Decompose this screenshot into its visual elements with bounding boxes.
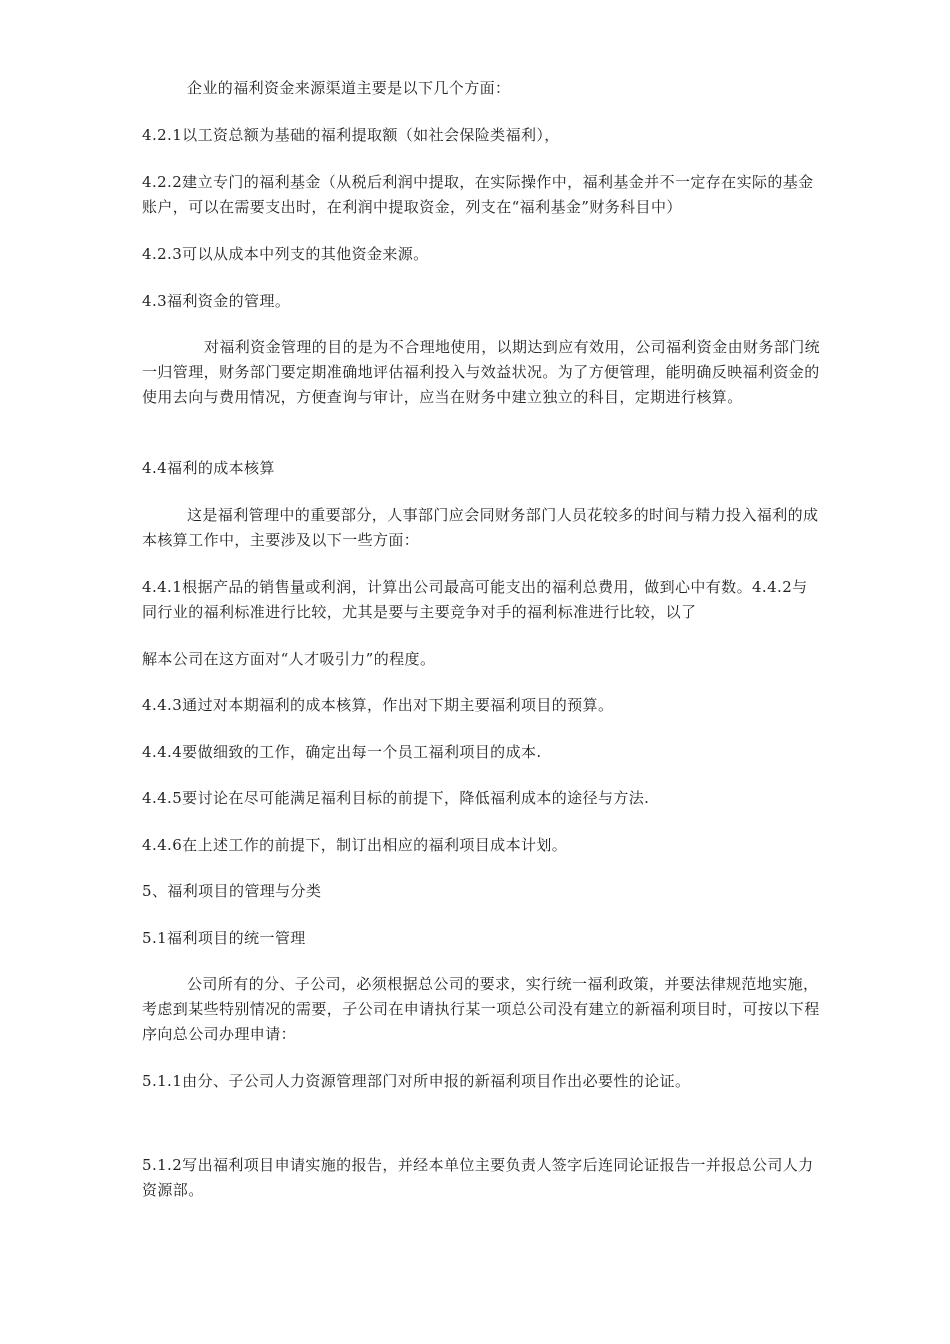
- paragraph-4-4-6: 4.4.6在上述工作的前提下，制订出相应的福利项目成本计划。: [142, 836, 568, 854]
- paragraph-4-2-2: 4.2.2建立专门的福利基金（从税后利润中提取，在实际操作中，福利基金并不一定存在实际的基金账户，可以在需要支出时，在利润中提取资金，列支在“福利基金”财务科目中）: [142, 173, 814, 216]
- paragraph-fund-management: 对福利资金管理的目的是为不合理地使用，以期达到应有效用，公司福利资金由财务部门统一归管理，财务部门要定期准确地评估福利投入与效益状况。为了方便管理，能明确反映福利资金的使用去向与费用情况，方便查询与审计，应当在财务中建立独立的科目，定期进行核算。: [142, 338, 821, 406]
- paragraph-funding-sources-intro: 企业的福利资金来源渠道主要是以下几个方面：: [187, 79, 511, 97]
- paragraph-unified-management: 公司所有的分、子公司，必须根据总公司的要求，实行统一福利政策，并要法律规范地实施，考虑到某些特别情况的需要，子公司在申请执行某一项总公司没有建立的新福利项目时，可按以下程序向总公司办理申请：: [142, 975, 820, 1043]
- paragraph-4-4-5: 4.4.5要讨论在尽可能满足福利目标的前提下，降低福利成本的途径与方法.: [142, 789, 650, 807]
- paragraph-4-4-1-4-4-2: 4.4.1根据产品的销售量或利润，计算出公司最高可能支出的福利总费用，做到心中有数。4.4.2与同行业的福利标准进行比较，尤其是要与主要竞争对手的福利标准进行比较，以了: [142, 578, 808, 621]
- paragraph-4-4-3: 4.4.3通过对本期福利的成本核算，作出对下期主要福利项目的预算。: [142, 696, 614, 714]
- paragraph-talent-attraction: 解本公司在这方面对“人才吸引力”的程度。: [142, 650, 436, 668]
- paragraph-5-1-1: 5.1.1由分、子公司人力资源管理部门对所申报的新福利项目作出必要性的论证。: [142, 1072, 691, 1090]
- heading-5: 5、福利项目的管理与分类: [142, 882, 322, 900]
- paragraph-4-2-1: 4.2.1以工资总额为基础的福利提取额（如社会保险类福利），: [142, 126, 560, 144]
- heading-4-4: 4.4福利的成本核算: [142, 459, 275, 477]
- paragraph-4-2-3: 4.2.3可以从成本中列支的其他资金来源。: [142, 245, 429, 263]
- paragraph-4-4-4: 4.4.4要做细致的工作，确定出每一个员工福利项目的成本.: [142, 743, 542, 761]
- heading-4-3: 4.3福利资金的管理。: [142, 292, 291, 310]
- heading-5-1: 5.1福利项目的统一管理: [142, 929, 306, 947]
- paragraph-cost-accounting-intro: 这是福利管理中的重要部分，人事部门应会同财务部门人员花较多的时间与精力投入福利的成本核算工作中，主要涉及以下一些方面：: [142, 506, 819, 549]
- paragraph-5-1-2: 5.1.2写出福利项目申请实施的报告，并经本单位主要负责人签字后连同论证报告一并报总公司人力资源部。: [142, 1156, 814, 1199]
